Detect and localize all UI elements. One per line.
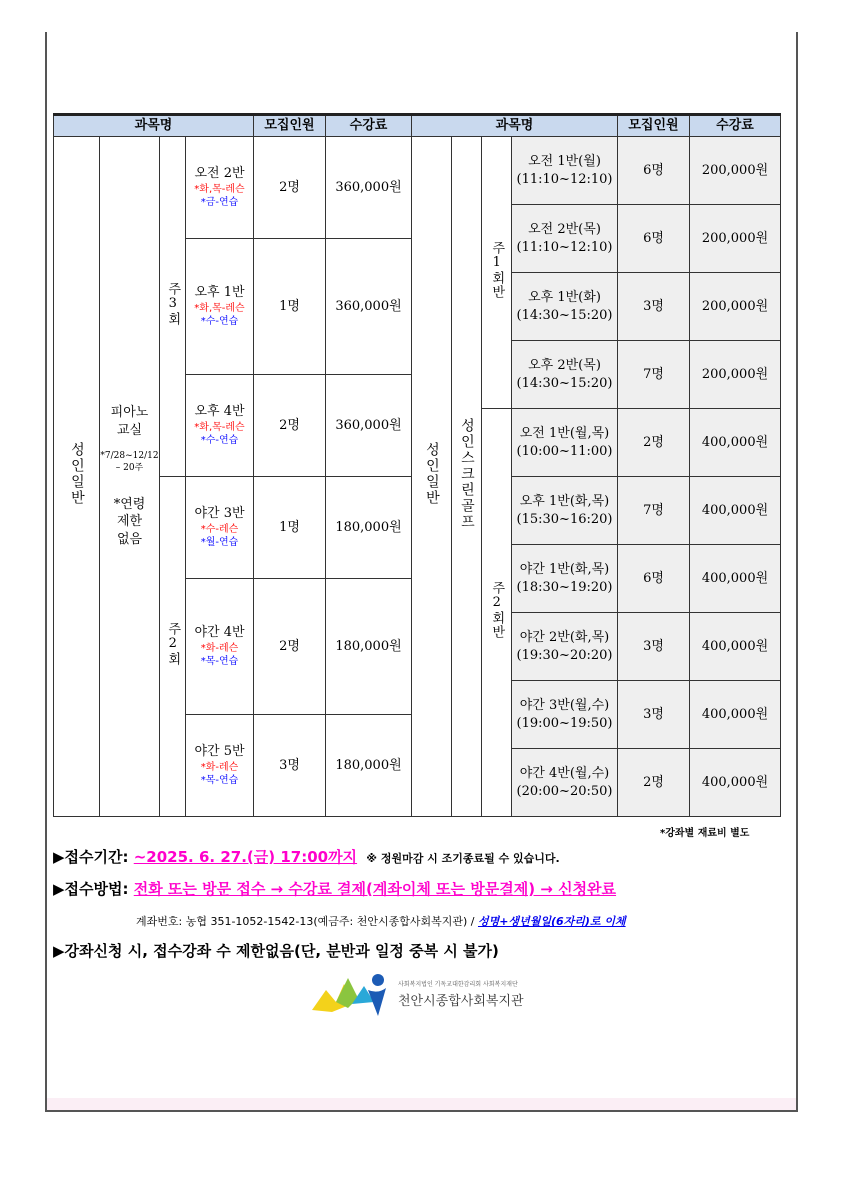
left-row-6-count: 3명 [254,715,326,817]
right-row-3-count: 3명 [618,273,690,341]
page-border-right [796,32,798,1112]
right-row-5-fee: 400,000원 [690,409,781,477]
left-row-1-count: 2명 [254,137,326,239]
left-row-1-name: 오전 2반 *화,목-레슨 *금-연습 [186,137,254,239]
organization-logo [312,972,524,1016]
right-category: 성인일반 [412,137,452,817]
right-row-7-name: 야간 1반(화,목) (18:30~19:20) [512,545,618,613]
period-label: ▶접수기간: [53,848,129,866]
logo-mark-icon [312,972,392,1016]
right-row-2-count: 6명 [618,205,690,273]
right-row-6-count: 7명 [618,477,690,545]
left-row-2-fee: 360,000원 [326,239,412,375]
left-freq-3: 주3회 [160,137,186,477]
right-row-7-fee: 400,000원 [690,545,781,613]
header-fee-left: 수강료 [326,115,412,137]
registration-period [53,846,560,867]
schedule-table [53,113,781,817]
left-course [100,137,160,817]
page-border-bottom [45,1110,798,1112]
left-row-6-name: 야간 5반 *화-레슨 *목-연습 [186,715,254,817]
right-row-2-name: 오전 2반(목) (11:10~12:10) [512,205,618,273]
right-row-8-fee: 400,000원 [690,613,781,681]
header-capacity-right: 모집인원 [618,115,690,137]
table-row [54,137,781,171]
header-capacity-left: 모집인원 [254,115,326,137]
page-border-left [45,32,47,1112]
material-fee-note: *강좌별 재료비 별도 [660,828,750,839]
period-note: *7/28~12/12 – 20주 [100,450,159,473]
right-row-1-fee: 200,000원 [690,137,781,205]
right-row-9-fee: 400,000원 [690,681,781,749]
right-course: 성인스크린골프 [452,137,482,817]
left-row-3-count: 2명 [254,375,326,477]
period-note: ※ 정원마감 시 조기종료될 수 있습니다. [366,852,560,865]
right-row-2-fee: 200,000원 [690,205,781,273]
course-limit-note: ▶강좌신청 시, 접수강좌 수 제한없음(단, 분반과 일정 중복 시 불가) [53,942,499,960]
right-row-9-name: 야간 3반(월,수) (19:00~19:50) [512,681,618,749]
age-note: *연령 제한 없음 [113,496,146,547]
right-row-6-name: 오후 1반(화,목) (15:30~16:20) [512,477,618,545]
left-row-4-name: 야간 3반 *수-레슨 *월-연습 [186,477,254,579]
right-freq-1: 주1회반 [482,137,512,409]
left-row-4-fee: 180,000원 [326,477,412,579]
right-row-10-name: 야간 4반(월,수) (20:00~20:50) [512,749,618,817]
footer-band [47,1098,796,1110]
right-row-5-name: 오전 1반(월,목) (10:00~11:00) [512,409,618,477]
right-row-1-count: 6명 [618,137,690,205]
header-course-left: 과목명 [54,115,254,137]
right-row-4-count: 7명 [618,341,690,409]
left-row-3-name: 오후 4반 *화,목-레슨 *수-연습 [186,375,254,477]
right-row-10-fee: 400,000원 [690,749,781,817]
left-row-2-count: 1명 [254,239,326,375]
right-row-4-fee: 200,000원 [690,341,781,409]
period-value: ~2025. 6. 27.(금) 17:00까지 [133,848,358,866]
left-row-5-count: 2명 [254,579,326,715]
right-row-4-name: 오후 2반(목) (14:30~15:20) [512,341,618,409]
right-row-6-fee: 400,000원 [690,477,781,545]
right-row-1-name: 오전 1반(월) (11:10~12:10) [512,137,618,205]
left-row-1-fee: 360,000원 [326,137,412,239]
right-row-10-count: 2명 [618,749,690,817]
left-freq-2: 주2회 [160,477,186,817]
right-row-3-fee: 200,000원 [690,273,781,341]
account-transfer-note: 성명+생년월일(6자리)로 이체 [477,915,626,928]
method-value: 전화 또는 방문 접수 → 수강료 결제(계좌이체 또는 방문결제) → 신청완료 [133,880,617,898]
left-row-4-count: 1명 [254,477,326,579]
right-row-9-count: 3명 [618,681,690,749]
piano-course-name: 피아노 교실 [110,405,149,439]
right-row-8-count: 3명 [618,613,690,681]
header-fee-right: 수강료 [690,115,781,137]
left-row-5-name: 야간 4반 *화-레슨 *목-연습 [186,579,254,715]
right-row-8-name: 야간 2반(화,목) (19:30~20:20) [512,613,618,681]
right-row-3-name: 오후 1반(화) (14:30~15:20) [512,273,618,341]
left-row-6-fee: 180,000원 [326,715,412,817]
account-text: 계좌번호: 농협 351-1052-1542-13(예금주: 천안시종합사회복지관) / [136,915,475,928]
right-row-5-count: 2명 [618,409,690,477]
logo-subtitle: 사회복지법인 기독교대한감리회 사회복지재단 [398,981,518,988]
account-info [136,913,626,929]
registration-method [53,878,616,899]
left-row-3-fee: 360,000원 [326,375,412,477]
right-row-7-count: 6명 [618,545,690,613]
header-course-right: 과목명 [412,115,618,137]
right-freq-2: 주2회반 [482,409,512,817]
left-row-2-name: 오후 1반 *화,목-레슨 *수-연습 [186,239,254,375]
logo-title: 천안시종합사회복지관 [398,994,524,1009]
method-label: ▶접수방법: [53,880,129,898]
header-row [54,115,781,137]
left-row-5-fee: 180,000원 [326,579,412,715]
left-category: 성인일반 [54,137,100,817]
